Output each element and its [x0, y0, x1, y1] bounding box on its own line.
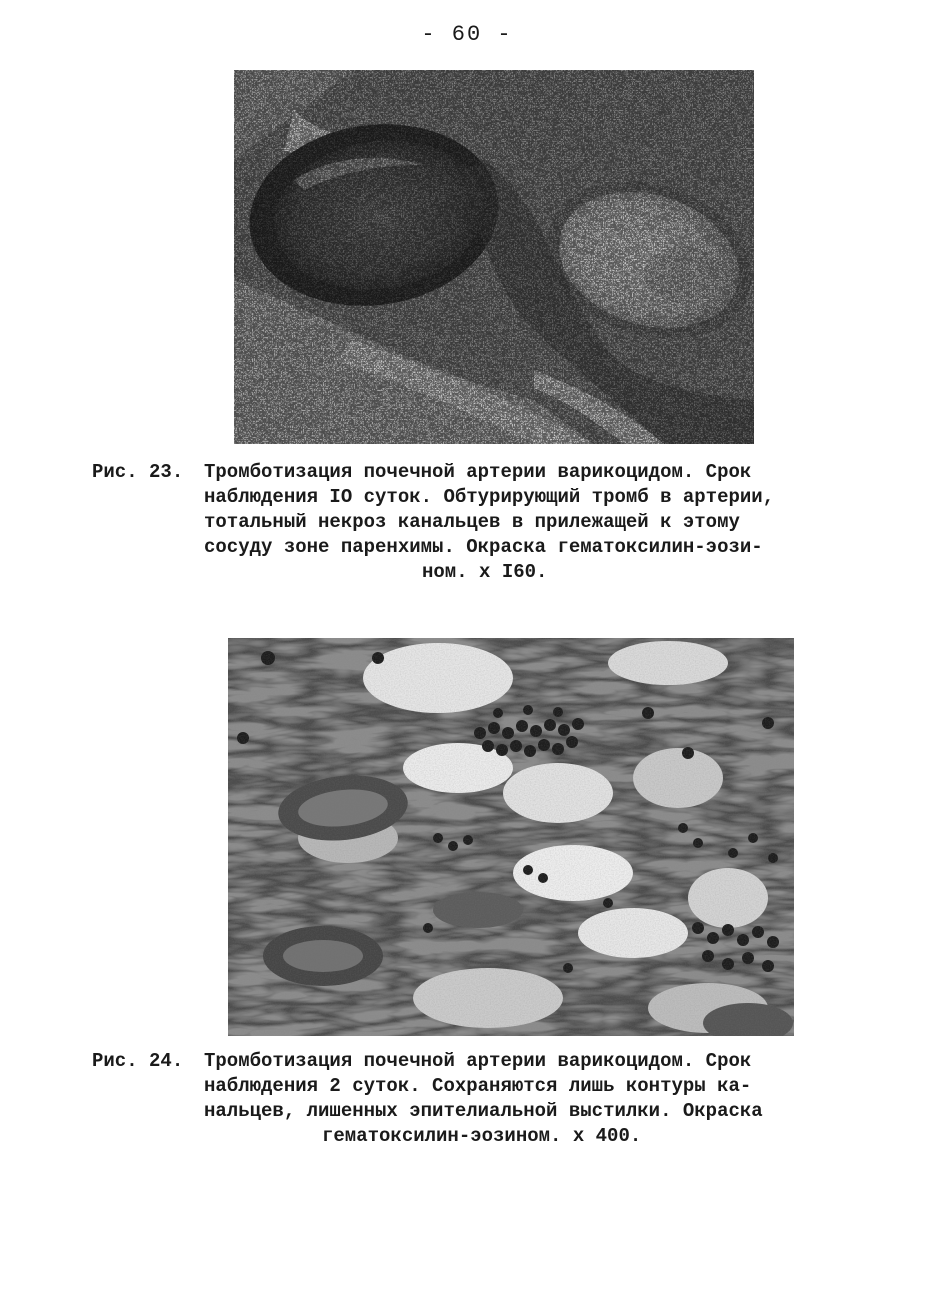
- caption-line: гематоксилин-эозином. х 400.: [322, 1125, 642, 1147]
- figure-23-micrograph: [234, 70, 754, 444]
- page-number: - 60 -: [421, 22, 513, 47]
- caption-line: Тромботизация почечной артерии варикоцидом. Срок: [204, 461, 752, 483]
- figure-23-caption: [92, 460, 852, 620]
- figure-24-micrograph: [228, 638, 794, 1036]
- figure-24-caption: [92, 1049, 852, 1189]
- caption-line: ном. х I60.: [422, 561, 548, 583]
- figure-23-label: Рис. 23.: [92, 461, 184, 483]
- caption-line: сосуду зоне паренхимы. Окраска гематоксилин-эози-: [204, 536, 763, 558]
- caption-line: наблюдения IO суток. Обтурирующий тромб в артерии,: [204, 486, 775, 508]
- figure-24-label: Рис. 24.: [92, 1050, 184, 1072]
- caption-line: нальцев, лишенных эпителиальной выстилки. Окраска: [204, 1100, 763, 1122]
- caption-line: наблюдения 2 суток. Сохраняются лишь контуры ка-: [204, 1075, 752, 1097]
- caption-line: Тромботизация почечной артерии варикоцидом. Срок: [204, 1050, 752, 1072]
- caption-line: тотальный некроз канальцев в прилежащей к этому: [204, 511, 740, 533]
